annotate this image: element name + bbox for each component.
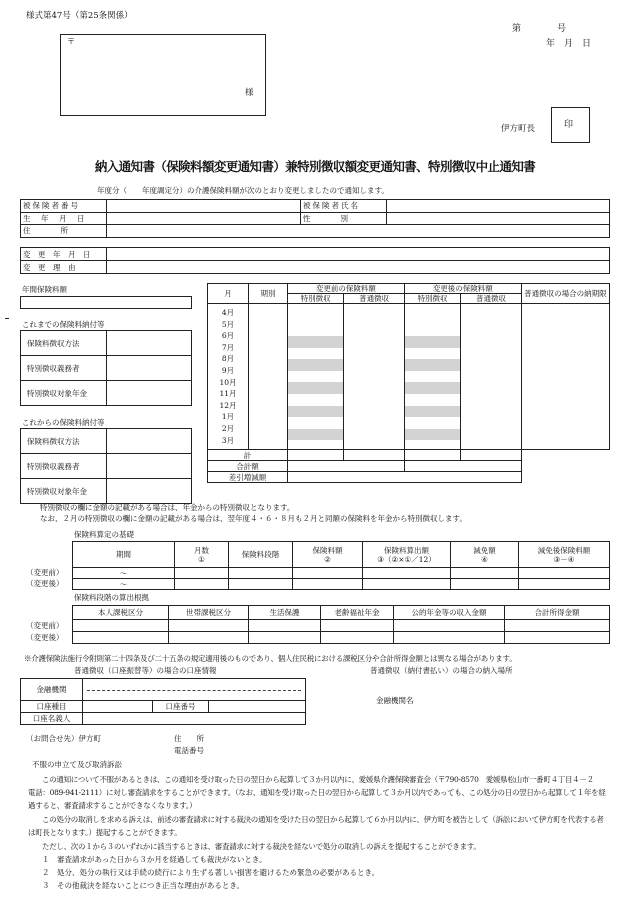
payment-institution-label: 金融機関名 [376,696,414,705]
appeal-items [42,853,379,892]
monthly-table [207,283,610,483]
appeal-heading: 不服の申立て及び取消訴訟 [32,760,122,769]
next-payment-heading: これからの保険料納付等 [22,418,105,427]
birth-date-value [107,212,301,225]
after-special-cells [404,304,460,450]
month-label: 6月 [221,331,235,341]
month-label: 3月 [221,435,235,445]
month-rows [208,304,610,450]
before-ordinary-cells [344,304,405,450]
prev-obligor-label: 特別徴収義務者 [21,356,107,381]
basis-header-old-age: 老齢福祉年金 [321,606,394,620]
month-header: 月 [208,284,249,304]
next-payment-table [20,428,192,504]
basis-before-label: （変更前） [26,621,64,630]
next-obligor-label: 特別徴収義務者 [21,454,107,479]
month-label: 12月 [219,400,237,410]
appeal-paragraph-2: この処分の取消しを求める訴えは、前述の審査請求に対する裁決の通知を受けた日の翌日から起算して６か月以内に、伊方町を被告として（訴訟において伊方町を代表する者は町長となります。）提起することができます。 [28,815,604,837]
before-special-header: 特別徴収 [287,294,343,304]
calc-before-period: ～ [73,568,175,579]
calc-row-labels [26,567,64,589]
change-date-value [107,248,610,261]
month-label: 9月 [221,365,235,375]
bank-table [20,678,306,725]
basis-heading: 保険料段階の算出根拠 [74,593,149,602]
due-date-cells [521,304,609,450]
month-label: 4月 [221,308,235,317]
prev-pension-value [107,381,192,406]
calc-before-label: （変更前） [26,568,64,577]
account-type-value [83,701,153,713]
calc-table [72,541,610,590]
margin-mark [5,318,9,319]
calc-after-label: （変更後） [26,579,64,588]
change-reason-label: 変 更 理 由 [21,261,107,274]
change-date-label: 変 更 年 月 日 [21,248,107,261]
appeal-item: １ 審査請求があった日から３か月を経過しても裁決がないとき。 [42,855,267,864]
payment-place-heading: 普通徴収（納付書払い）の場合の納入場所 [370,666,513,675]
info-table [20,199,610,238]
postal-mark: 〒 [67,37,75,46]
issue-date: 年 月 日 [546,39,592,49]
basis-header-welfare: 生活保護 [249,606,321,620]
before-ordinary-header: 普通徴収 [344,294,405,304]
calc-header-period: 期間 [73,542,175,568]
note-2: なお、２月の特別徴収の欄に金額の記載がある場合は、翌年度４・６・８月も２月と同額の保険料を年金から特別徴収します。 [40,514,467,523]
month-label: 1月 [221,412,235,422]
before-special-cells [287,304,343,450]
page-title: 納入通知書（保険料額変更通知書）兼特別徴収額変更通知書、特別徴収中止通知書 [94,159,536,174]
next-method-value [107,429,192,454]
month-label: 11月 [219,389,237,399]
basis-footnote: ※介護保険法施行令附則第二十四条及び二十五条の規定適用後のものであり、個人住民税における課税区分や合計所得金額とは異なる場合があります。 [24,654,517,663]
after-ordinary-cells [461,304,522,450]
calc-header-final: 減免後保険料額 ③－④ [519,542,610,568]
basis-table [72,605,610,644]
basis-header-self-tax: 本人課税区分 [73,606,169,620]
institution-value [83,679,306,701]
annual-premium-box [20,296,192,309]
appeal-paragraph-1: この通知について不服があるときは、この通知を受け取った日の翌日から起算して３か月以内に、愛媛県介護保険審査会（〒790-8570 愛媛県松山市一番町４丁目４－２ 電話：089-941-2111）に対し審査請求をすることができます。（なお、通知を受け取った日の翌日から起算して３か月以内であっても、この処分の日の翌日から起算して１年を経過すると、審査請求することができなくなります。） [28,775,606,810]
calc-header-amount: 保険料額 ② [293,542,363,568]
intro-text: 年度分（ 年度調定分）の介護保険料額が次のとおり変更しましたので通知します。 [97,186,389,195]
difference-label: 差引増減額 [208,472,288,483]
institution-label: 金融機関 [21,679,83,701]
month-label: 7月 [221,342,235,352]
account-type-label: 口座種目 [21,701,83,713]
next-pension-label: 特別徴収対象年金 [21,479,107,504]
prev-payment-heading: これまでの保険料納付等 [22,320,105,329]
basis-row-labels [26,620,64,644]
account-number-value [209,701,306,713]
next-obligor-value [107,454,192,479]
month-label: 10月 [219,377,237,387]
prev-pension-label: 特別徴収対象年金 [21,381,107,406]
recipient-suffix: 様 [245,88,254,98]
bank-heading: 普通徴収（口座振替等）の場合の口座情報 [74,666,217,675]
annual-premium-label: 年間保険料額 [22,285,67,294]
contact-phone: 電話番号 [174,746,204,755]
address-label: 住 所 [21,225,107,238]
calc-heading: 保険料算定の基礎 [74,530,134,539]
after-ordinary-header: 普通徴収 [461,294,522,304]
calc-header-months: 月数 ① [175,542,229,568]
sex-label: 性 別 [301,212,387,225]
contact-label: （お問合せ先）伊方町 [26,734,101,743]
next-pension-value [107,479,192,504]
grand-total-label: 合計額 [208,461,288,472]
appeal-item: ２ 処分、処分の執行又は手続の続行により生ずる著しい損害を避けるため緊急の必要があるとき。 [42,868,380,877]
month-label: 5月 [221,319,235,329]
prev-method-value [107,331,192,356]
form-number: 様式第47号（第25条関係） [26,11,133,21]
appeal-paragraph-3: ただし、次の１から３のいずれかに該当するときは、審査請求に対する裁決を経ないで処分の取消しの訴えを提起することができます。 [42,842,481,851]
account-number-label: 口座番号 [153,701,209,713]
total-label: 計 [208,450,288,461]
note-1: 特別徴収の欄に金額の記載がある場合は、年金からの特別徴収となります。 [40,503,295,512]
period-header: 期別 [249,284,288,304]
address-box [60,34,266,116]
basis-header-household-tax: 世帯課税区分 [169,606,249,620]
after-special-header: 特別徴収 [404,294,460,304]
account-holder-value [83,713,306,725]
appeal-item: ３ その他裁決を経ないことにつき正当な理由があるとき。 [42,881,245,890]
contact-address: 住 所 [174,734,204,743]
basis-after-label: （変更後） [26,633,64,642]
issuer-name: 伊方町長 [501,124,536,134]
address-value [107,225,610,238]
prev-payment-table [20,330,192,406]
account-holder-label: 口座名義人 [21,713,83,725]
due-date-header: 普通徴収の場合の納期限 [521,284,609,304]
calc-header-reduction: 減免額 ④ [451,542,519,568]
insured-name-value [387,200,610,213]
prev-obligor-value [107,356,192,381]
seal-label: 印 [564,120,574,130]
document-number: 第 号 [512,24,567,34]
basis-header-total-income: 合計所得金額 [505,606,610,620]
calc-header-computed: 保険料算出額 ③（②×①／12） [363,542,451,568]
calc-header-stage: 保険料段階 [229,542,293,568]
birth-date-label: 生 年 月 日 [21,212,107,225]
basis-header-pension-income: 公的年金等の収入金額 [394,606,505,620]
calc-after-period: ～ [73,579,175,590]
month-label: 8月 [221,354,235,364]
prev-method-label: 保険料徴収方法 [21,331,107,356]
seal-box [551,107,590,143]
before-header: 変更前の保険料額 [287,284,404,294]
insured-number-value [107,200,301,213]
month-list [208,304,249,450]
change-reason-value [107,261,610,274]
change-table [20,247,610,274]
month-label: 2月 [221,423,235,433]
after-header: 変更後の保険料額 [404,284,521,294]
insured-number-label: 被保険者番号 [21,200,107,213]
sex-value [387,212,610,225]
next-method-label: 保険料徴収方法 [21,429,107,454]
insured-name-label: 被保険者氏名 [301,200,387,213]
period-cells [249,304,288,450]
